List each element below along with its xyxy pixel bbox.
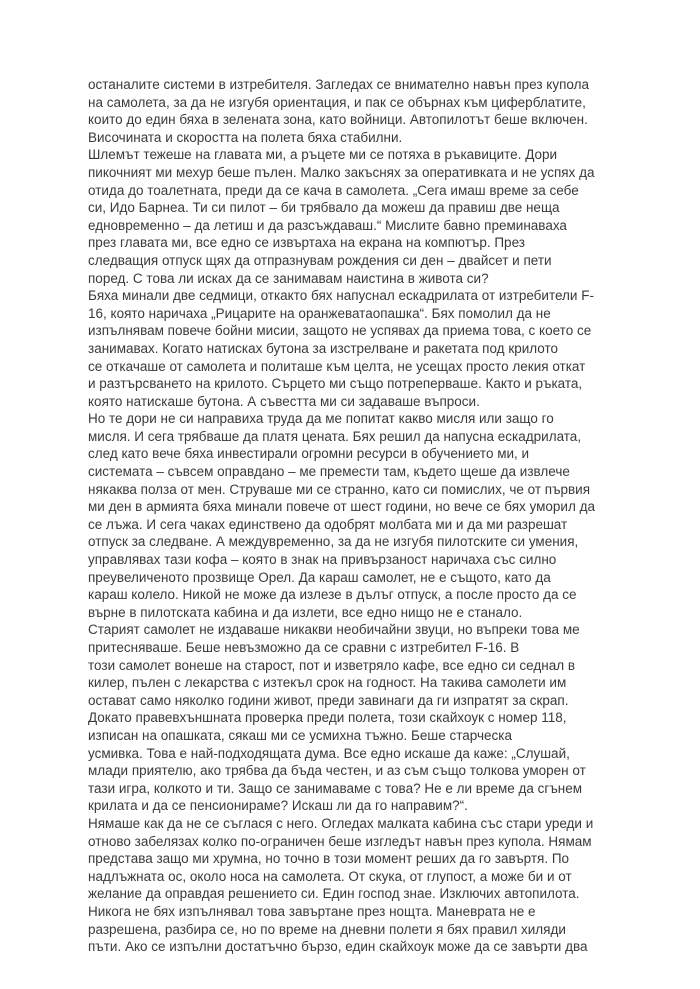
text-line: и разтърсването на крилото. Сърцето ми също потреперваше. Както и ръката, — [88, 376, 583, 392]
text-line: след като вече бяха инвестирали огромни ресурси в обучението ми, и — [88, 446, 530, 462]
text-line: която натискаше бутона. А съвестта ми си задаваше въпроси. — [88, 393, 480, 409]
text-line: Нямаше как да не се съглася с него. Огледах малката кабина със стари уреди и — [88, 815, 594, 831]
text-line: усмивка. Това е най-подходящата дума. Все едно искаше да каже: „Слушай, — [88, 745, 570, 761]
text-line: 16, която наричаха „Рицарите на оранжеватаопашка“. Бях помолил да не — [88, 305, 551, 321]
text-line: крилата и да се пенсионираме? Искаш ли да го направим?“. — [88, 798, 468, 814]
text-line: се лъжа. И сега чаках единствено да одобрят молбата ми и да ми разрешат — [88, 516, 568, 532]
text-line: отново забелязах колко по-ограничен беше изгледът навън през купола. Нямам — [88, 833, 592, 849]
text-line: тази игра, колкото и ти. Защо се занимаваме с това? Не е ли време да сгънем — [88, 780, 582, 796]
text-line: пикочният ми мехур беше пълен. Малко закъснях за оперативката и не успях да — [88, 164, 595, 180]
text-line: на самолета, за да не изгубя ориентация, и пак се обърнах към циферблатите, — [88, 94, 586, 110]
text-line: отпуск за следване. А междувременно, за да не изгубя пилотските си умения, — [88, 534, 579, 550]
text-line: пъти. Ако се изпълни достатъчно бързо, един скайхоук може да се завърти два — [88, 939, 588, 955]
text-line: Никога не бях изпълнявал това завъртане през нощта. Маневрата не е — [88, 903, 536, 919]
text-line: преувеличеното прозвище Орел. Да караш самолет, не е същото, като да — [88, 569, 551, 585]
text-line: занимавах. Когато натисках бутона за изстрелване и ракетата под крилото — [88, 340, 559, 356]
text-line: които до един бяха в зелената зона, като войници. Автопилотът беше включен. — [88, 112, 588, 128]
text-line: поред. С това ли исках да се занимавам наистина в живота си? — [88, 270, 489, 286]
text-line: си, Идо Барнеа. Ти си пилот – би трябвало да можеш да правиш две неща — [88, 200, 560, 216]
text-line: следващия отпуск щях да отпразнувам рождения си ден – двайсет и пети — [88, 252, 552, 268]
text-line: желание да оправдая решението си. Един господ знае. Изключих автопилота. — [88, 886, 580, 902]
text-line: ми ден в армията бяха минали повече от шест години, но вече се бях уморил да — [88, 499, 595, 515]
body-text — [88, 76, 618, 956]
text-line: Старият самолет не издаваше никакви необичайни звуци, но въпреки това ме — [88, 622, 580, 638]
text-line: остават само няколко години живот, преди завинаги да ги изпратят за скрап. — [88, 692, 569, 708]
text-line: Но те дори не си направиха труда да ме попитат какво мисля или защо го — [88, 411, 554, 427]
text-line: килер, пълен с лекарства с изтекъл срок на годност. На такива самолети им — [88, 675, 567, 691]
text-line: Бяха минали две седмици, откакто бях напуснал ескадрилата от изтребители F- — [88, 288, 594, 304]
text-line: Докато правевхъншната проверка преди полета, този скайхоук с номер 118, — [88, 710, 567, 726]
text-line: изписан на опашката, сякаш ми се усмихна тъжно. Беше старческа — [88, 727, 513, 743]
text-line: системата – съвсем оправдано – ме премести там, където щеше да извлече — [88, 464, 570, 480]
text-line: отида до тоалетната, преди да се кача в самолета. „Сега имаш време за себе — [88, 182, 579, 198]
text-line: едновременно – да летиш и да разсъждаваш.“ Мислите бавно преминаваха — [88, 217, 567, 233]
text-line: се откачаше от самолета и политаше към целта, не усещах просто лекия откат — [88, 358, 586, 374]
text-line: мисля. И сега трябваше да платя цената. Бях решил да напусна ескадрилата, — [88, 428, 582, 444]
text-line: върне в пилотската кабина и да излети, все едно нищо не е станало. — [88, 604, 523, 620]
text-line: останалите системи в изтребителя. Загледах се внимателно навън през купола — [88, 77, 590, 92]
text-line: караш колело. Никой не може да излезе в дълъг отпуск, а после просто да се — [88, 587, 577, 603]
text-line: през главата ми, все едно се извъртаха на екрана на компютър. През — [88, 235, 525, 251]
text-line: млади приятелю, ако трябва да бъда честен, и аз съм също толкова уморен от — [88, 763, 586, 779]
text-line: този самолет вонеше на старост, пот и изветряло кафе, все едно си седнал в — [88, 657, 576, 673]
text-line: Височината и скоростта на полета бяха стабилни. — [88, 129, 403, 145]
text-line: надлъжната ос, около носа на самолета. От скука, от глупост, а може би и от — [88, 868, 572, 884]
text-line: управлявах тази кофа – която в знак на привързаност наричаха със силно — [88, 552, 557, 568]
text-line: изпълнявам повече бойни мисии, защото не успявах да приема това, с което се — [88, 323, 592, 339]
text-line: разрешена, разбира се, но по време на дневни полети я бях правил хиляди — [88, 921, 566, 937]
text-line: притесняваше. Беше невъзможно да се сравни с изтребител F-16. В — [88, 640, 520, 655]
text-line: Шлемът тежеше на главата ми, а ръцете ми се потяха в ръкавиците. Дори — [88, 147, 558, 163]
text-line: представа защо ми хрумна, но точно в този момент реших да го завъртя. По — [88, 851, 570, 867]
text-line: някаква полза от мен. Струваше ми се странно, като си помислих, че от първия — [88, 481, 591, 497]
